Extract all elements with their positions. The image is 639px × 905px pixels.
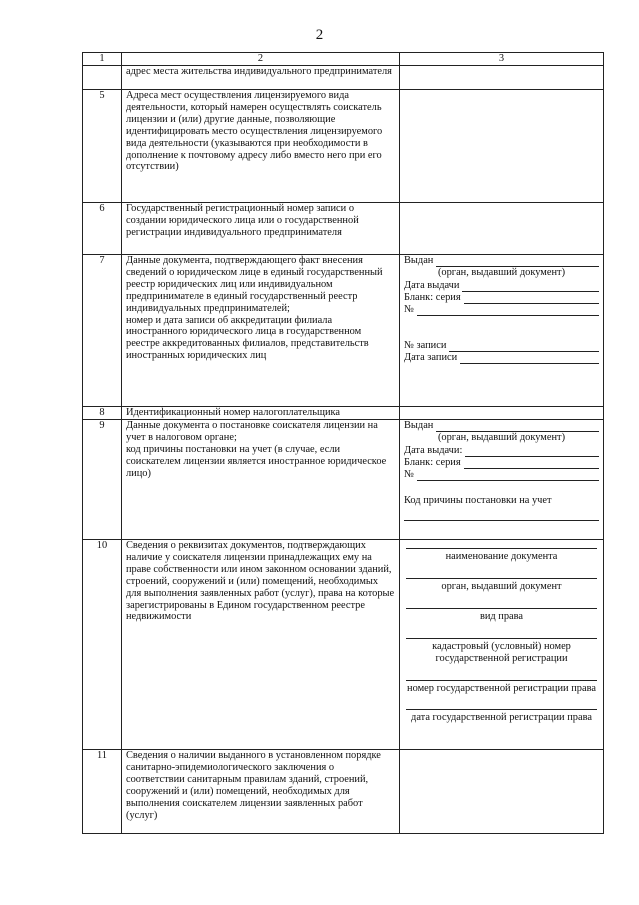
number-label: № — [404, 469, 414, 481]
table-row-9 — [83, 420, 604, 540]
cadastral-number-caption: кадастровый (условный) номер государственной регистрации — [432, 640, 571, 664]
row-description: адрес места жительства индивидуального предпринимателя — [122, 66, 400, 90]
record-date-field[interactable] — [460, 354, 599, 364]
document-name-caption: наименование документа — [445, 551, 558, 562]
page-number: 2 — [315, 27, 324, 43]
row-description: Идентификационный номер налогоплательщика — [122, 407, 400, 420]
row-number — [83, 66, 122, 90]
issue-date-field[interactable] — [462, 282, 599, 292]
row-description-secondary: код причины постановки на учет (в случае, если соискателем лицензии является иностранное юридическое лицо) — [126, 443, 387, 479]
header-col-2: 2 — [122, 53, 400, 66]
row-number: 6 — [83, 203, 122, 255]
registration-number-field[interactable] — [406, 672, 597, 681]
table-row-6 — [83, 203, 604, 255]
property-document-fields — [400, 540, 604, 750]
table-header-row — [83, 53, 604, 66]
header-col-3: 3 — [400, 53, 604, 66]
right-type-caption: вид права — [479, 610, 524, 622]
table-row-7 — [83, 255, 604, 407]
table-row-4-continued — [83, 66, 604, 90]
right-type-field[interactable] — [406, 600, 597, 609]
issued-label: Выдан — [404, 255, 434, 267]
record-date-label: Дата записи — [404, 352, 458, 364]
row-number: 9 — [83, 420, 122, 540]
row-number: 5 — [83, 90, 122, 203]
row-description-secondary: номер и дата записи об аккредитации филиала иностранного юридического лица в государственном реестре аккредитованных филиалов, представительств иностранных юридических лиц — [126, 314, 369, 362]
row-description: Государственный регистрационный номер записи о создании юридического лица или о государственной регистрации индивидуального предпринимателя — [122, 203, 400, 255]
issue-date-field[interactable] — [465, 447, 599, 457]
record-number-label: № записи — [404, 340, 447, 352]
issuer-caption: (орган, выдавший документ) — [437, 432, 566, 444]
table-row-11 — [83, 750, 604, 834]
row-value-field[interactable] — [400, 407, 604, 420]
row-number: 7 — [83, 255, 122, 407]
row-number: 8 — [83, 407, 122, 420]
row-description: Сведения о наличии выданного в установленном порядке санитарно-эпидемиологического заключения о соответствии санитарным правилам зданий, строений, сооружений и (или) помещений, необходимых для выполнения соискателем лицензии заявленных работ (услуг) — [122, 750, 400, 834]
row-value-field[interactable] — [400, 750, 604, 834]
row-value-field[interactable] — [400, 203, 604, 255]
table-row-8 — [83, 407, 604, 420]
form-series-field[interactable] — [464, 294, 599, 304]
registration-date-caption: дата государственной регистрации права — [411, 712, 592, 724]
issuer-caption: орган, выдавший документ — [441, 580, 562, 592]
row-number: 11 — [83, 750, 122, 834]
registration-date-field[interactable] — [406, 701, 597, 710]
issue-date-label: Дата выдачи: — [404, 444, 463, 456]
license-application-table — [82, 52, 604, 834]
row-description: Адреса мест осуществления лицензируемого вида деятельности, который намерен осуществлять соискатель лицензии и (или) другие данные, позволяющие идентифицировать место осуществления лицензируемого вида деятельности (указываются при необходимости в дополнение к почтовому адресу либо вместо него при его отсутствии) — [122, 90, 400, 203]
row-value-field[interactable] — [400, 90, 604, 203]
kpp-field[interactable] — [404, 519, 599, 521]
registration-number-caption: номер государственной регистрации права — [407, 682, 596, 694]
issued-field[interactable] — [436, 257, 599, 267]
document-name-field[interactable] — [406, 540, 597, 549]
tax-registration-fields — [400, 420, 604, 540]
row-number: 10 — [83, 540, 122, 750]
row-value-field[interactable] — [400, 66, 604, 90]
number-field[interactable] — [417, 471, 599, 481]
issuer-field[interactable] — [406, 570, 597, 579]
form-series-label: Бланк: серия — [404, 456, 461, 468]
header-col-1: 1 — [83, 53, 122, 66]
row-description: Данные документа о постановке соискателя лицензии на учет в налоговом органе; — [126, 420, 378, 443]
number-label: № — [404, 304, 414, 316]
number-field[interactable] — [417, 306, 599, 316]
row-description: Данные документа, подтверждающего факт внесения сведений о юридическом лице в единый государственный реестр юридических лиц или индивидуальном предпринимателе в единый государственный реестр индивидуальных предпринимателей; — [126, 255, 383, 314]
issuer-caption: (орган, выдавший документ) — [437, 267, 566, 279]
form-series-field[interactable] — [464, 459, 599, 469]
record-number-field[interactable] — [449, 342, 599, 352]
issue-date-label: Дата выдачи — [404, 279, 460, 291]
table-row-5 — [83, 90, 604, 203]
form-series-label: Бланк: серия — [404, 291, 461, 303]
table-row-10 — [83, 540, 604, 750]
cadastral-number-field[interactable] — [406, 630, 597, 639]
row-description: Сведения о реквизитах документов, подтверждающих наличие у соискателя лицензии принадлежащих ему на праве собственности или ином законном основании зданий, строений, сооружений и (или) помещений, необходимых для выполнения заявленных работ (услуг), права на которые зарегистрированы в Едином государственном реестре недвижимости — [122, 540, 400, 750]
issued-label: Выдан — [404, 420, 434, 432]
registration-document-fields — [400, 255, 604, 407]
issued-field[interactable] — [436, 422, 599, 432]
kpp-label: Код причины постановки на учет — [404, 495, 552, 507]
